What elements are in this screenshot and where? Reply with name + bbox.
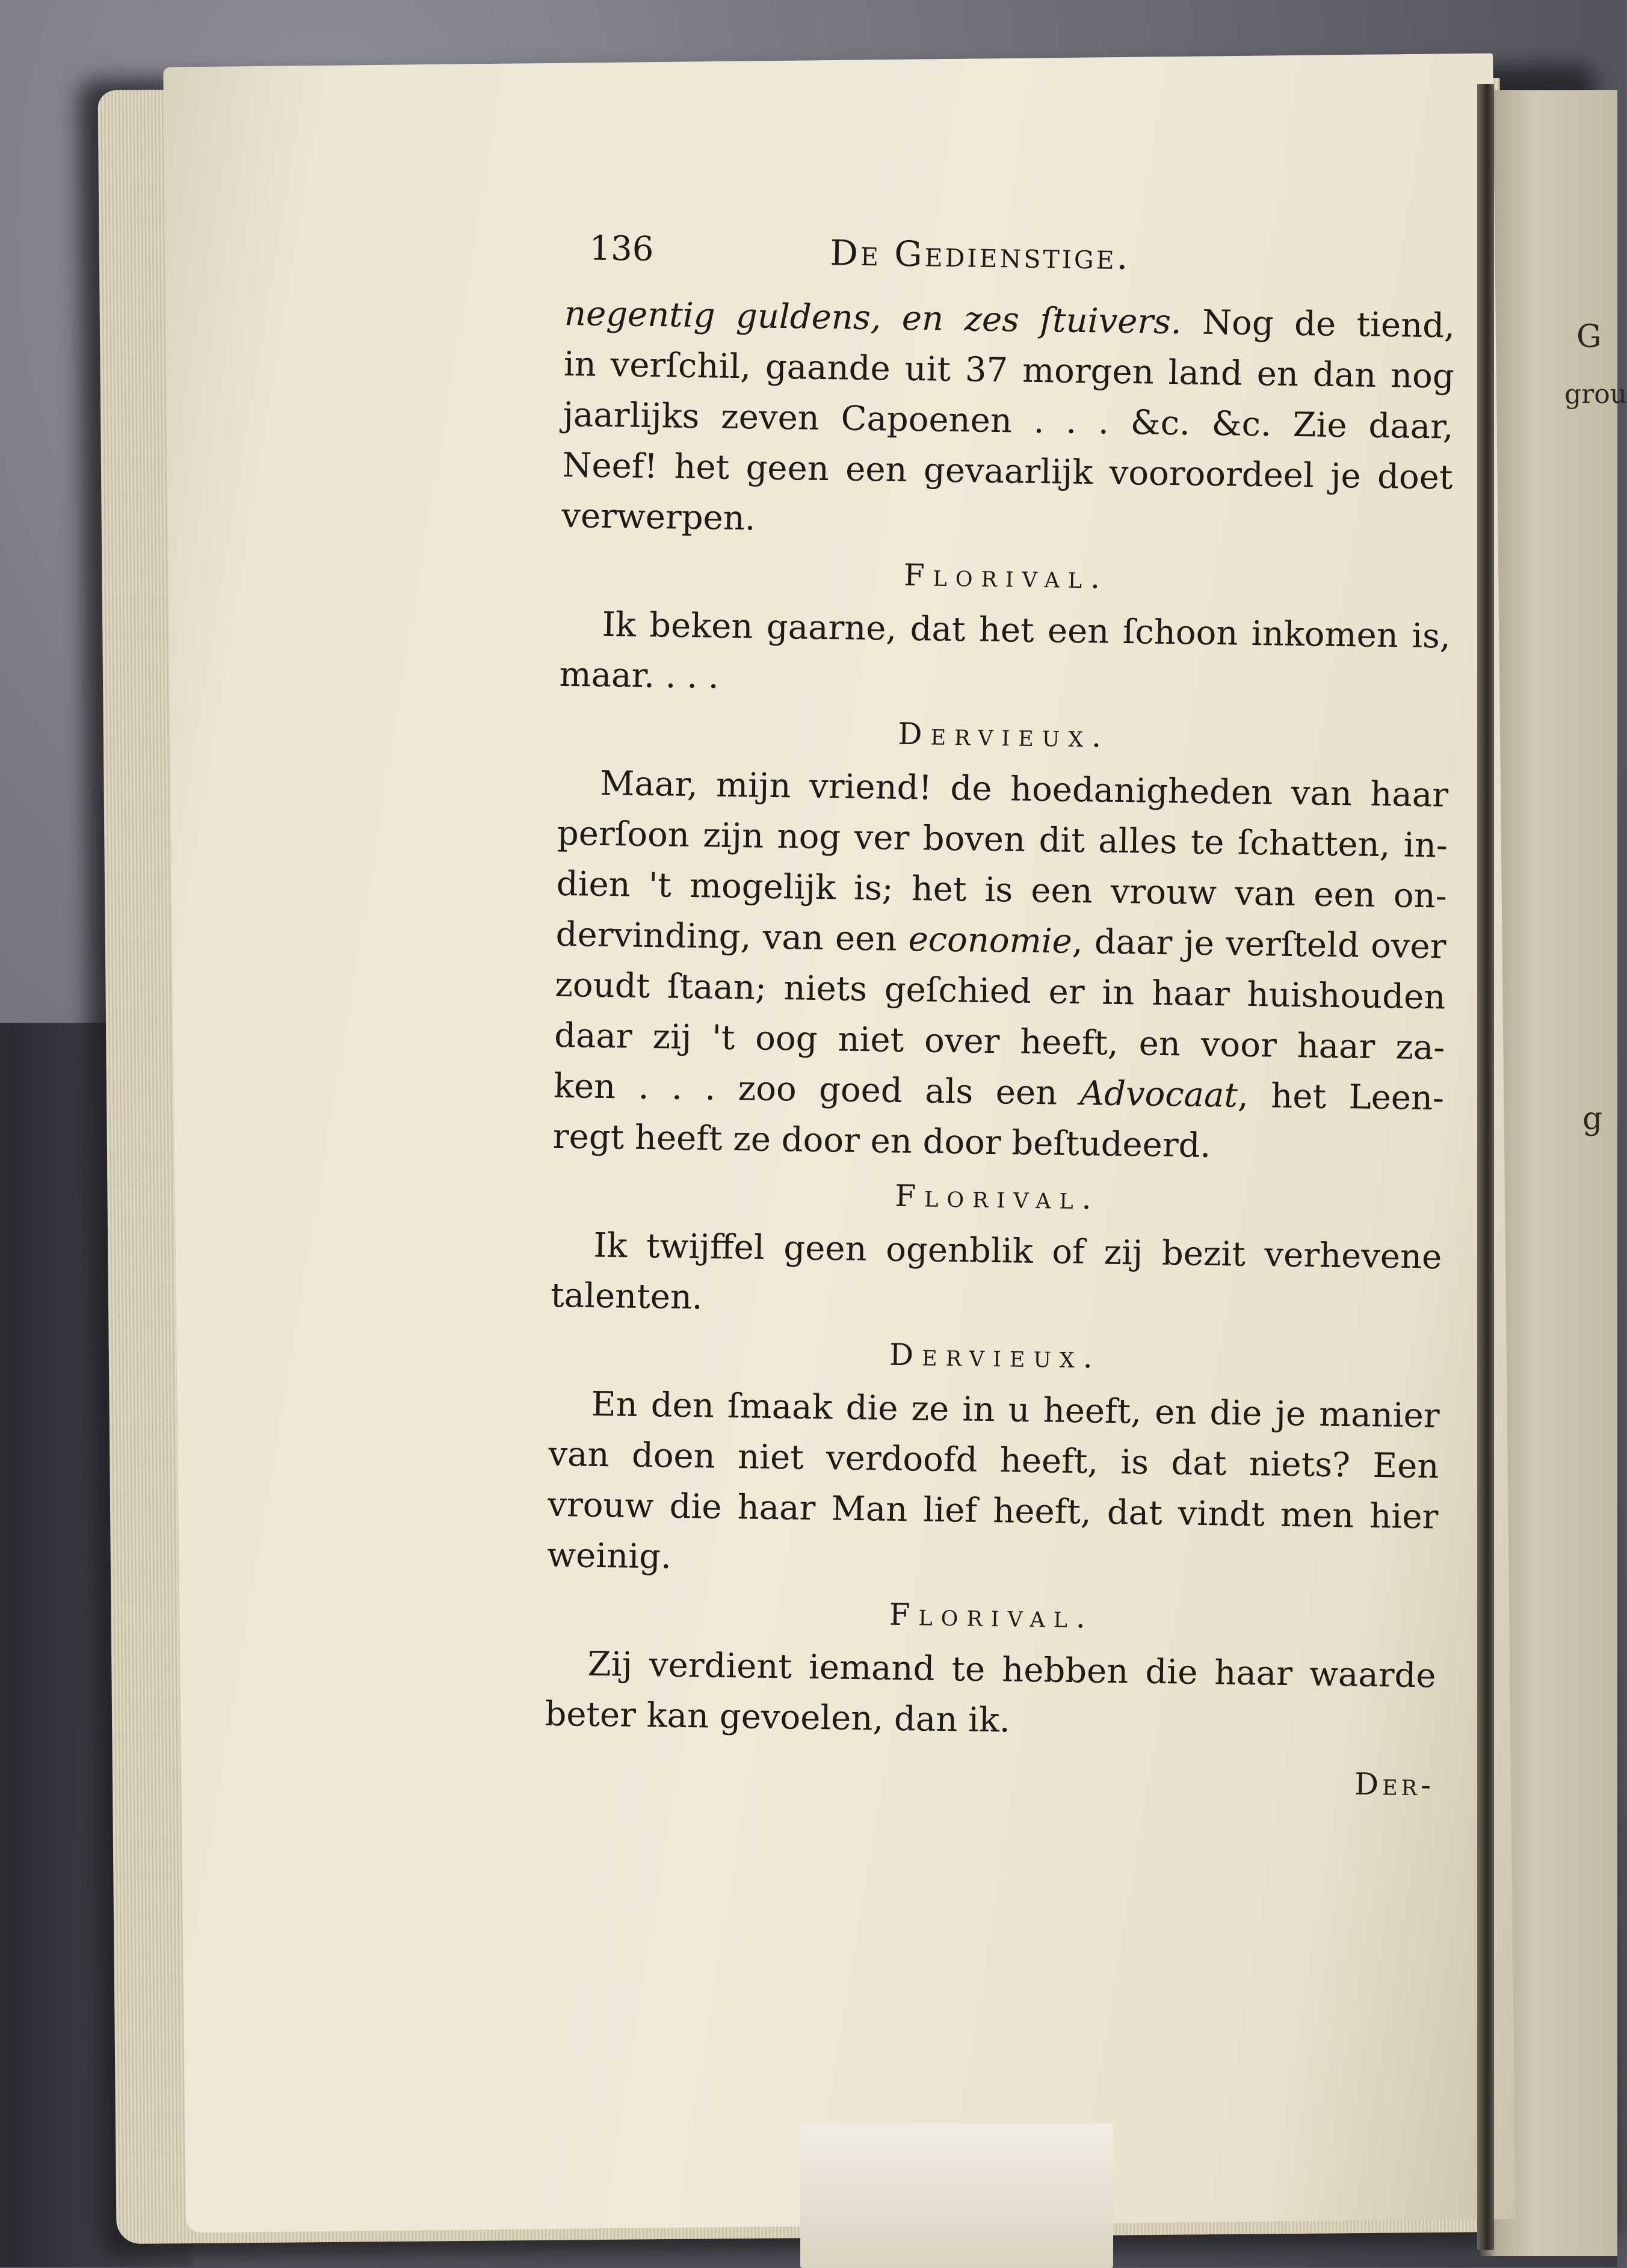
text-line: talenten. — [550, 1275, 703, 1317]
text-line: regt heeft ze door en door beſtudeerd. — [552, 1117, 1211, 1166]
facing-page-fragment: g — [1582, 1101, 1603, 1137]
text-line: beter kan gevoelen, dan ik. — [545, 1694, 1011, 1740]
speaker-name: Florival. — [889, 1597, 1094, 1635]
text-line: vrouw die haar Man lief heeft, dat vindt men hier — [547, 1485, 1439, 1537]
text-line: daar zij 't oog niet over heeft, en voor haar za- — [554, 1015, 1445, 1068]
text-line: maar. . . . — [559, 655, 720, 697]
page-number: 136 — [589, 229, 654, 270]
speaker-name: Florival. — [903, 557, 1109, 596]
paper-tab — [800, 2124, 1113, 2268]
text-line: En den ſmaak die ze in u heeft, en die je manier — [591, 1384, 1440, 1436]
text-line: zoudt ſtaan; niets geſchied er in haar huishouden — [554, 965, 1446, 1017]
text-line: Zij verdient iemand te hebben die haar waarde — [587, 1644, 1437, 1696]
text-line: van doen niet verdoofd heeft, is dat niets? Een — [548, 1434, 1439, 1487]
text-line: dervinding, van een economie, daar je verſteld over — [555, 914, 1446, 967]
facing-page-fragment: G — [1576, 319, 1602, 355]
text-line: perſoon zijn nog ver boven dit alles te ſchatten, in- — [557, 813, 1448, 866]
text-line: Ik beken gaarne, dat het een ſchoon inkomen is, — [602, 605, 1451, 656]
text-line: Neef! het geen een gevaarlijk vooroordeel je doet — [562, 445, 1453, 498]
running-head — [565, 229, 1456, 301]
text-line: negentig guldens, en zes ſtuivers. Nog de tiend, — [564, 294, 1456, 346]
text-line: ken . . . zoo goed als een Advocaat, het Leen- — [553, 1066, 1445, 1118]
running-title: De Gedienstige. — [830, 232, 1131, 278]
speaker-name: Florival. — [895, 1178, 1101, 1216]
facing-page-fragment: grou — [1564, 379, 1627, 410]
catchword: Der- — [1354, 1766, 1435, 1803]
speaker-name: Dervieux. — [889, 1337, 1102, 1375]
book-gutter — [1477, 84, 1494, 2250]
text-line: in verſchil, gaande uit 37 morgen land en dan nog — [563, 344, 1455, 396]
text-line: verwerpen. — [561, 496, 756, 538]
text-line: weinig. — [546, 1535, 672, 1577]
speaker-name: Dervieux. — [898, 716, 1110, 754]
text-line: jaarlijks zeven Capoenen . . . &c. &c. Zie daar, — [563, 395, 1454, 447]
text-line: Ik twijffel geen ogenblik of zij bezit verhevene — [593, 1225, 1442, 1277]
page-text — [543, 229, 1456, 1818]
text-line: dien 't mogelijk is; het is een vrouw van een on- — [556, 864, 1448, 916]
text-line: Maar, mijn vriend! de hoedanigheden van haar — [599, 763, 1449, 815]
